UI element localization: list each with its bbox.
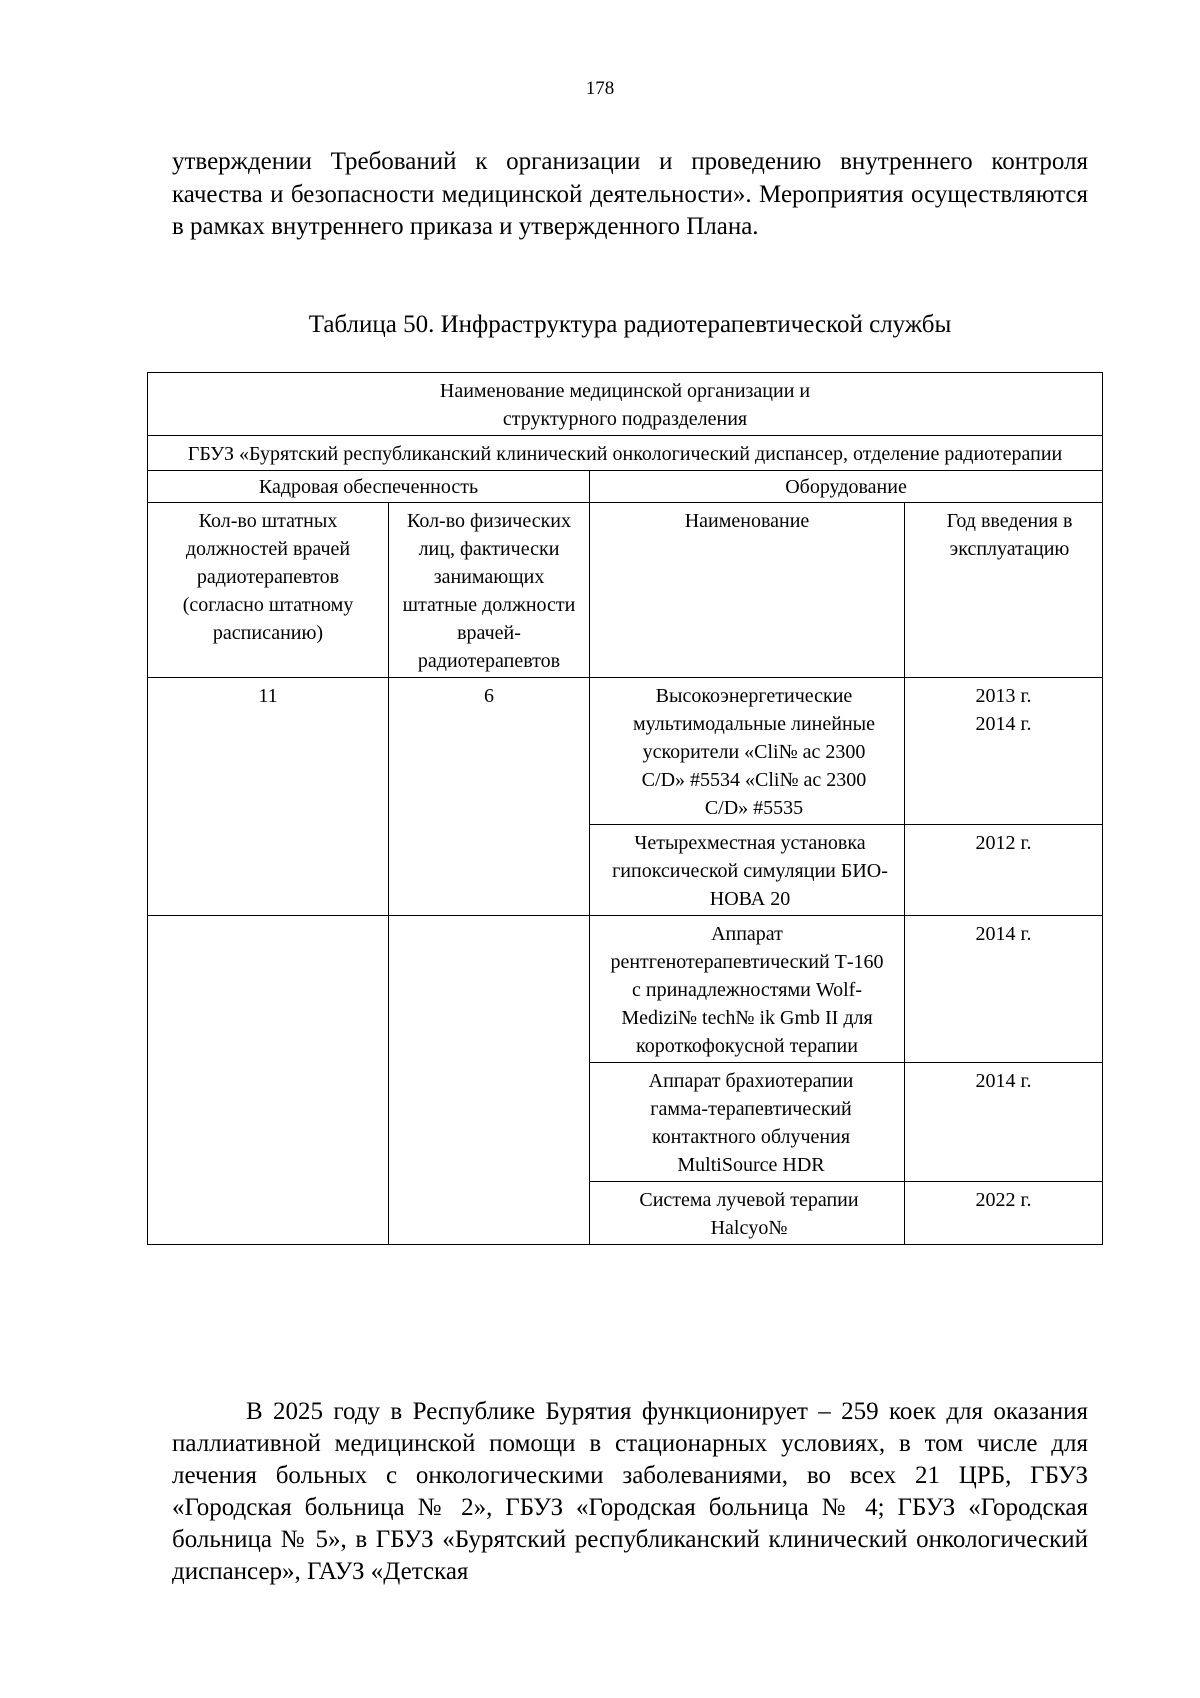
group-staff-header: Кадровая обеспеченность — [148, 471, 590, 503]
equipment-name: Аппарат брахиотерапии гамма-терапевтический контактного облучения MultiSource HDR — [590, 1063, 905, 1182]
intro-paragraph: утверждении Требований к организации и проведению внутреннего контроля качества и безопасности медицинской деятельности». Мероприятия осуществляются в рамках внутреннего приказа и утвержденного Плана. — [172, 148, 1088, 240]
col-equipment-year-header: Год введения в эксплуатацию — [905, 503, 1103, 678]
equipment-year: 2012 г. — [905, 825, 1103, 916]
radiotherapy-infrastructure-table — [147, 372, 1103, 1245]
closing-paragraph: В 2025 году в Республике Бурятия функционирует – 259 коек для оказания паллиативной медицинской помощи в стационарных условиях, в том числе для лечения больных с онкологическими заболеваниями, во всех 21 ЦРБ, ГБУЗ «Городская больница № 2», ГБУЗ «Городская больница № 4; ГБУЗ «Городская больница № 5», в ГБУЗ «Бурятский республиканский клинический онкологический диспансер», ГАУЗ «Детская — [172, 1398, 1088, 1585]
group-header-row — [148, 471, 1103, 503]
equipment-name: Четырехместная установка гипоксической симуляции БИО-НОВА 20 — [590, 825, 905, 916]
empty-cell — [389, 916, 590, 1245]
group-equipment-header: Оборудование — [590, 471, 1103, 503]
table-row — [148, 678, 1103, 825]
equipment-year: 2022 г. — [905, 1182, 1103, 1245]
column-header-row — [148, 503, 1103, 678]
col-staff-persons-header: Кол-во физических лиц, фактически занимающих штатные должности врачей-радиотерапевтов — [389, 503, 590, 678]
equipment-name: Высокоэнергетические мультимодальные линейные ускорители «Cli№ ac 2300 C/D» #5534 «Cli№ ac 2300 C/D» #5535 — [590, 678, 905, 825]
staff-persons-value: 6 — [389, 678, 590, 916]
table-caption: Таблица 50. Инфраструктура радиотерапевтической службы — [308, 311, 952, 338]
empty-cell — [148, 916, 389, 1245]
equipment-name: Система лучевой терапии Halcyo№ — [590, 1182, 905, 1245]
equipment-name: Аппарат рентгенотерапевтический Т-160 с принадлежностями Wolf-Medizi№ tech№ ik Gmb II для короткофокусной терапии — [590, 916, 905, 1063]
equipment-year: 2014 г. — [905, 916, 1103, 1063]
page-number: 178 — [585, 78, 615, 99]
staff-positions-value: 11 — [148, 678, 389, 916]
organization-cell: ГБУЗ «Бурятский республиканский клинический онкологический диспансер, отделение радиотерапии — [148, 436, 1103, 471]
table-row — [148, 916, 1103, 1063]
table-title-row — [148, 373, 1103, 436]
equipment-year: 2014 г. — [905, 1063, 1103, 1182]
col-equipment-name-header: Наименование — [590, 503, 905, 678]
col-staff-positions-header: Кол-во штатных должностей врачей радиотерапевтов (согласно штатному расписанию) — [148, 503, 389, 678]
table-title-cell: Наименование медицинской организации и структурного подразделения — [148, 373, 1103, 436]
equipment-year: 2013 г. 2014 г. — [905, 678, 1103, 825]
organization-row — [148, 436, 1103, 471]
